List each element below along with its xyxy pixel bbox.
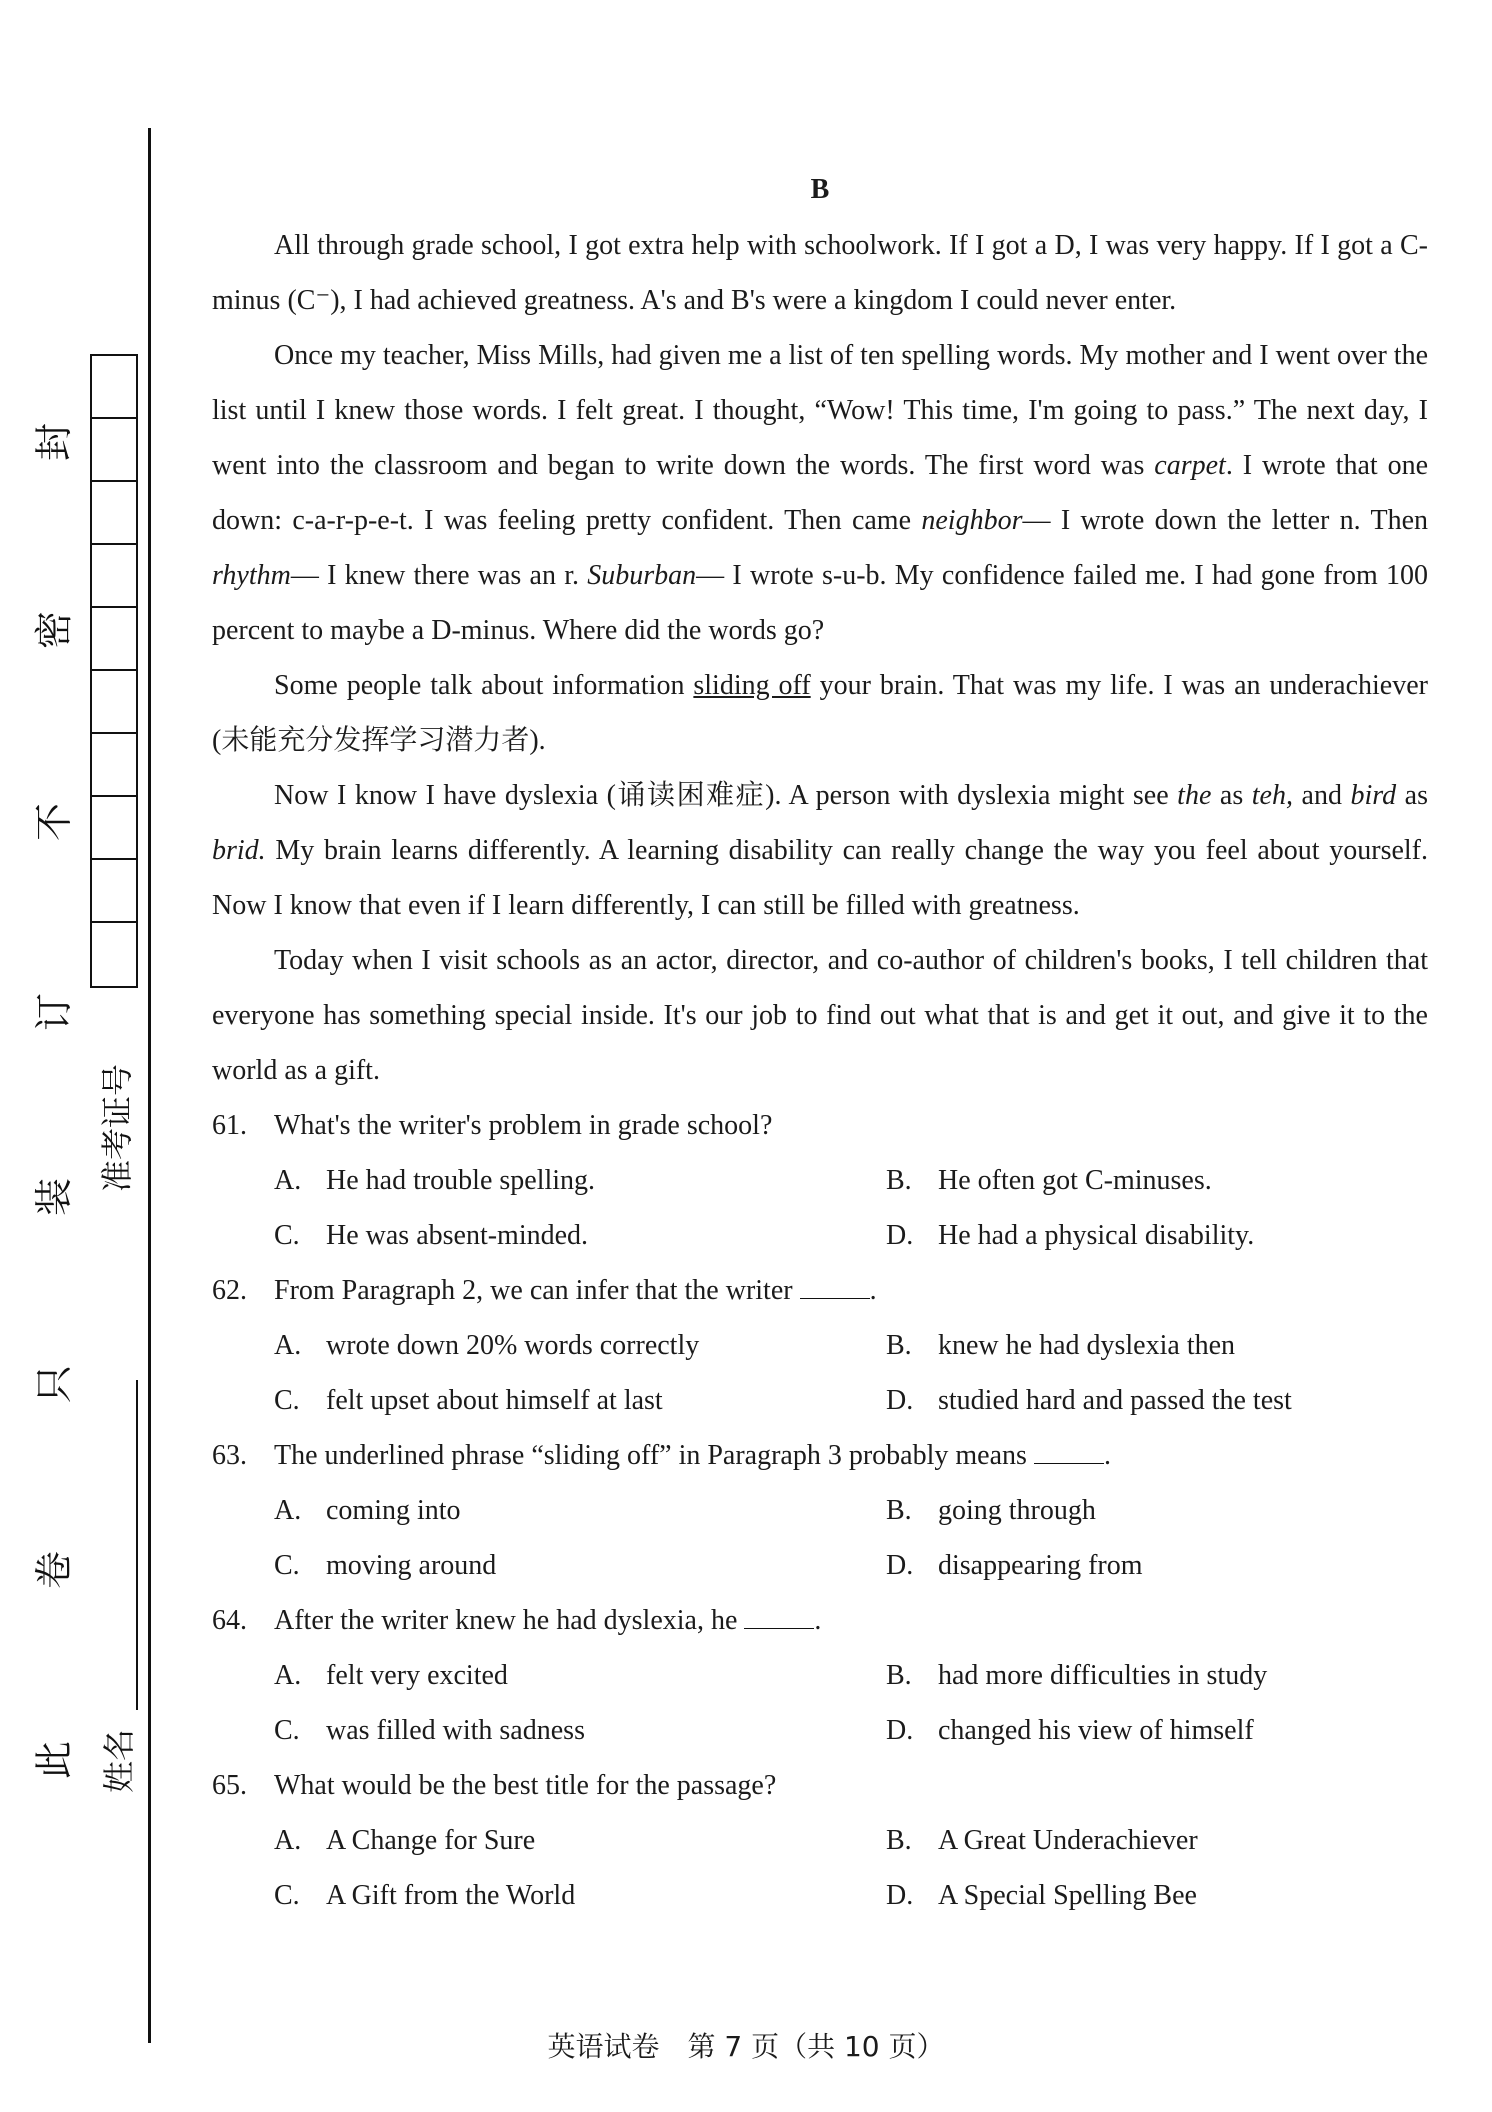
id-digit-box[interactable] [92,734,136,797]
id-digit-box[interactable] [92,923,136,986]
question-number: 64. [212,1605,247,1636]
paragraph-3: Some people talk about information sliding off your brain. That was my life. I was an underachiever (未能充分发挥学习潜力者). [212,670,1428,756]
option-c[interactable]: C. felt upset about himself at last [274,1385,663,1416]
option-a[interactable]: A. felt very excited [274,1660,508,1691]
id-digit-box[interactable] [92,545,136,608]
option-d[interactable]: D. disappearing from [886,1550,1143,1581]
exam-id-boxes[interactable] [90,354,138,988]
option-d[interactable]: D. A Special Spelling Bee [886,1880,1197,1911]
option-d[interactable]: D. studied hard and passed the test [886,1385,1292,1416]
id-digit-box[interactable] [92,671,136,734]
question-64 [212,1593,1428,1758]
seal-char-2: 密 [31,611,76,650]
seal-char-3: 不 [31,803,76,842]
paragraph-5: Today when I visit schools as an actor, director, and co-author of children's books, I tell children that everyone has something special inside. It's our job to find out what that is and get it out, and give it to the world as a gift. [212,945,1428,1086]
option-b[interactable]: B. going through [886,1495,1096,1526]
answer-blank [800,1276,870,1299]
option-a[interactable]: A. A Change for Sure [274,1825,536,1856]
id-digit-box[interactable] [92,797,136,860]
option-c[interactable]: C. was filled with sadness [274,1715,585,1746]
reading-section [212,170,1428,1923]
option-b[interactable]: B. A Great Underachiever [886,1825,1198,1856]
seal-char-8: 此 [31,1741,76,1780]
id-digit-box[interactable] [92,419,136,482]
paragraph-2: Once my teacher, Miss Mills, had given me a list of ten spelling words. My mother and I went over the list until I knew those words. I felt great. I thought, “Wow! This time, I'm going to pass.” The next day, I went into the classroom and began to write down the words. The first word was carpet. I wrote that one down: c-a-r-p-e-t. I was feeling pretty confident. Then came neighbor— I wrote down the letter n. Then rhythm— I knew there was an r. Suburban— I wrote s-u-b. My confidence failed me. I had gone from 100 percent to maybe a D-minus. Where did the words go? [212,340,1429,646]
question-65 [212,1758,1428,1923]
question-stem: The underlined phrase “sliding off” in Paragraph 3 probably means . [274,1440,1111,1471]
name-field-line[interactable] [136,1380,138,1710]
question-stem: After the writer knew he had dyslexia, he . [274,1605,822,1636]
option-a[interactable]: A. wrote down 20% words correctly [274,1330,700,1361]
option-d[interactable]: D. He had a physical disability. [886,1220,1255,1251]
question-stem: What would be the best title for the passage? [274,1770,777,1801]
seal-char-6: 只 [31,1365,76,1404]
option-a[interactable]: A. He had trouble spelling. [274,1165,596,1196]
option-a[interactable]: A. coming into [274,1495,461,1526]
seal-char-7: 卷 [31,1551,76,1590]
question-62 [212,1263,1428,1428]
option-c[interactable]: C. He was absent-minded. [274,1220,589,1251]
binding-line [148,128,151,2043]
answer-blank [744,1606,814,1629]
answer-blank [1034,1441,1104,1464]
question-number: 65. [212,1770,247,1801]
question-number: 61. [212,1110,247,1141]
name-label: 姓名 [100,1729,138,1794]
option-d[interactable]: D. changed his view of himself [886,1715,1254,1746]
id-digit-box[interactable] [92,482,136,545]
option-c[interactable]: C. moving around [274,1550,497,1581]
question-stem: From Paragraph 2, we can infer that the writer . [274,1275,877,1306]
paragraph-1: All through grade school, I got extra help with schoolwork. If I got a D, I was very happy. If I got a C-minus (C⁻), I had achieved greatness. A's and B's were a kingdom I could never enter. [212,230,1428,316]
option-b[interactable]: B. He often got C-minuses. [886,1165,1212,1196]
id-digit-box[interactable] [92,608,136,671]
question-number: 63. [212,1440,247,1471]
question-61 [212,1098,1428,1263]
option-b[interactable]: B. knew he had dyslexia then [886,1330,1236,1361]
section-title: B [810,174,830,205]
id-digit-box[interactable] [92,860,136,923]
seal-char-4: 订 [31,993,76,1032]
exam-id-label: 准考证号 [98,1064,136,1193]
underlined-phrase: sliding off [693,670,811,701]
question-number: 62. [212,1275,247,1306]
binding-margin [0,0,160,2112]
paragraph-4: Now I know I have dyslexia (诵读困难症). A person with dyslexia might see the as teh, and bird as brid. My brain learns differently. A learning disability can really change the way you feel about yourself. Now I know that even if I learn differently, I can still be filled with greatness. [212,780,1428,921]
question-63 [212,1428,1428,1593]
seal-char-1: 封 [31,423,76,462]
option-c[interactable]: C. A Gift from the World [274,1880,576,1911]
seal-char-5: 装 [31,1178,76,1217]
page-footer: 英语试卷 第 7 页（共 10 页） [547,2030,945,2063]
id-digit-box[interactable] [92,356,136,419]
question-stem: What's the writer's problem in grade school? [274,1110,773,1141]
option-b[interactable]: B. had more difficulties in study [886,1660,1268,1691]
